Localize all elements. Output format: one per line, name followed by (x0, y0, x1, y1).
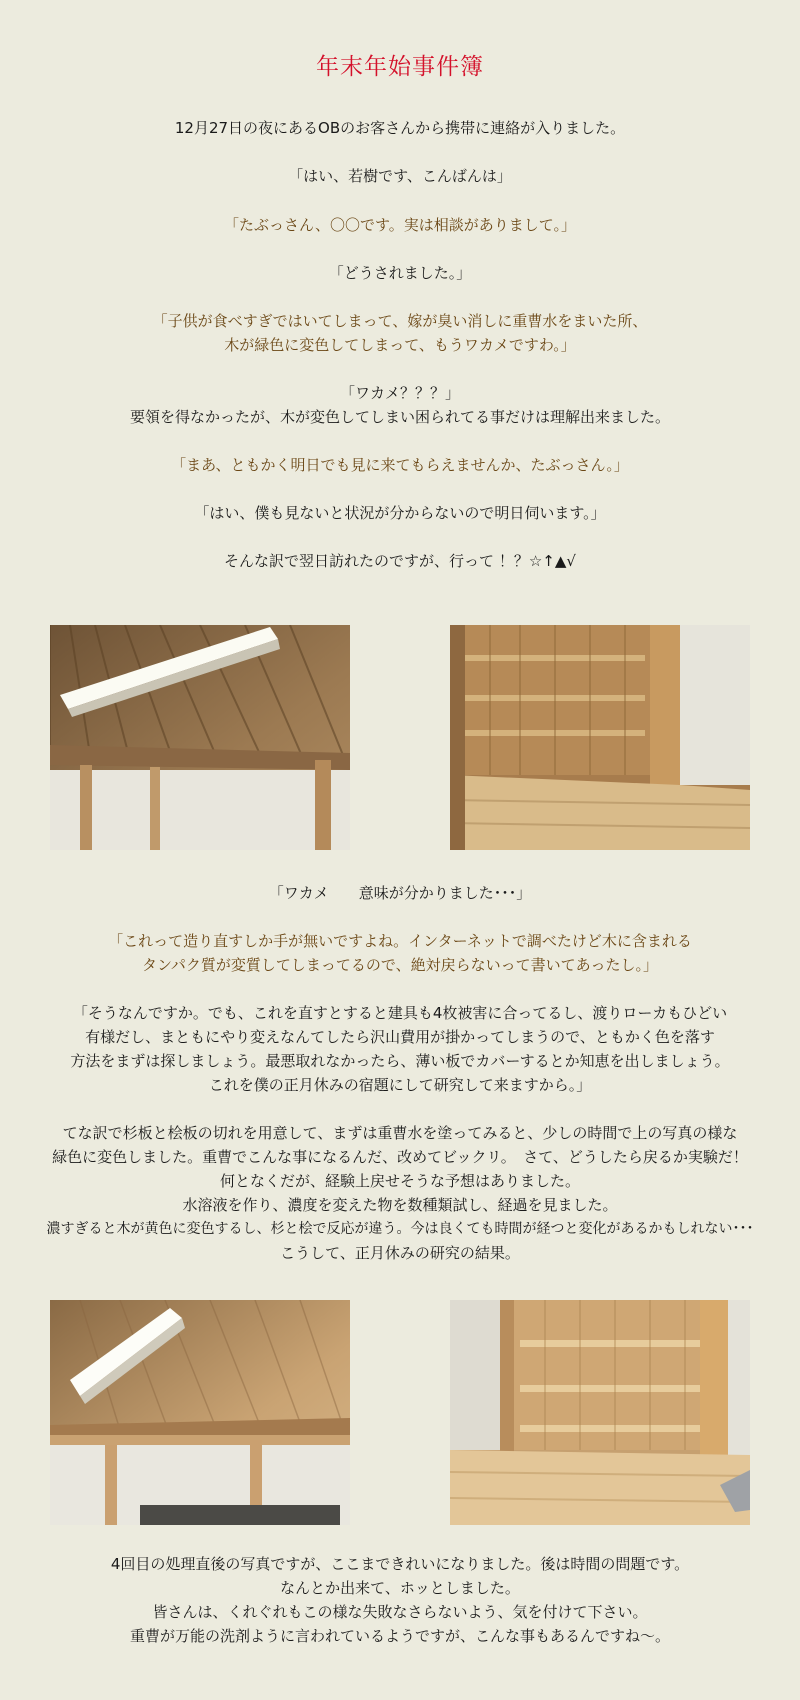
story-line: てな訳で杉板と桧板の切れを用意して、まずは重曹水を塗ってみると、少しの時間で上の写真の様な (62, 1124, 738, 1142)
story-line: 4回目の処理直後の写真ですが、ここまできれいになりました。後は時間の問題です。 (110, 1555, 690, 1573)
story-line: 「子供が食べすぎではいてしまって、嫁が臭い消しに重曹水をまいた所、 (152, 312, 648, 330)
story-line: 「ワカメ 意味が分かりました･･･」 (268, 884, 532, 902)
story-line: 木が緑色に変色してしまって、もうワカメですわ。」 (224, 336, 576, 354)
photo-ceiling-after (50, 1300, 350, 1525)
story-line: タンパク質が変質してしまってるので、絶対戻らないって書いてあったし。」 (141, 956, 658, 974)
story-line: こうして、正月休みの研究の結果。 (280, 1244, 520, 1262)
story-line: そんな訳で翌日訪れたのですが、行って ！？☆↑▲√ (224, 552, 576, 570)
photo-ceiling-before (50, 625, 350, 850)
story-line: 「たぶっさん、〇〇です。実は相談がありまして。」 (224, 216, 576, 234)
story-line: 濃すぎると木が黄色に変色するし、杉と桧で反応が違う。今は良くても時間が経つと変化があるかもしれない･･･ (46, 1221, 754, 1237)
photo-corridor-after (450, 1300, 750, 1525)
story-line: 皆さんは、くれぐれもこの様な失敗なさらないよう、気を付けて下さい。 (152, 1603, 648, 1621)
story-line: 何となくだが、経験上戻せそうな予想はありました。 (219, 1172, 580, 1190)
story-line: 重曹が万能の洗剤ように言われているようですが、こんな事もあるんですね～。 (129, 1627, 670, 1645)
photo-corridor-before (450, 625, 750, 850)
story-line: 方法をまずは探しましょう。最悪取れなかったら、薄い板でカバーするとか知恵を出しましょう。 (70, 1052, 730, 1070)
story-line: なんとか出来て、ホッとしました。 (280, 1579, 520, 1597)
story-line: 有様だし、まともにやり変えなんてしたら沢山費用が掛かってしまうので、ともかく色を落す (85, 1028, 715, 1046)
story-line: これを僕の正月休みの宿題にして研究して来ますから。」 (208, 1076, 592, 1094)
story-line: 12月27日の夜にあるOBのお客さんから携帯に連絡が入りました。 (174, 119, 626, 137)
story-line: 「ワカメ？？？」 (339, 384, 460, 402)
story-line: 緑色に変色しました。重曹でこんな事になるんだ、改めてビックリ。 さて、どうしたら戻るか実験だ！ (52, 1148, 748, 1166)
story-line: 「はい、僕も見ないと状況が分からないので明日伺います。」 (194, 504, 606, 522)
story-line: 水溶液を作り、濃度を変えた物を数種類試し、経過を見ました。 (182, 1196, 618, 1214)
story-line: 「どうされました。」 (328, 264, 472, 282)
story-line: 要領を得なかったが、木が変色してしまい困られてる事だけは理解出来ました。 (129, 408, 670, 426)
story-line: 「そうなんですか。でも、これを直すとすると建具も4枚被害に合ってるし、渡りローカもひどい (72, 1004, 728, 1022)
story-line: 「はい、若樹です、こんばんは」 (288, 167, 512, 185)
page-title: 年末年始事件簿 (316, 54, 484, 80)
story-line: 「まあ、ともかく明日でも見に来てもらえませんか、たぶっさん。」 (171, 456, 629, 474)
story-line: 「これって造り直すしか手が無いですよね。インターネットで調べたけど木に含まれる (108, 932, 692, 950)
